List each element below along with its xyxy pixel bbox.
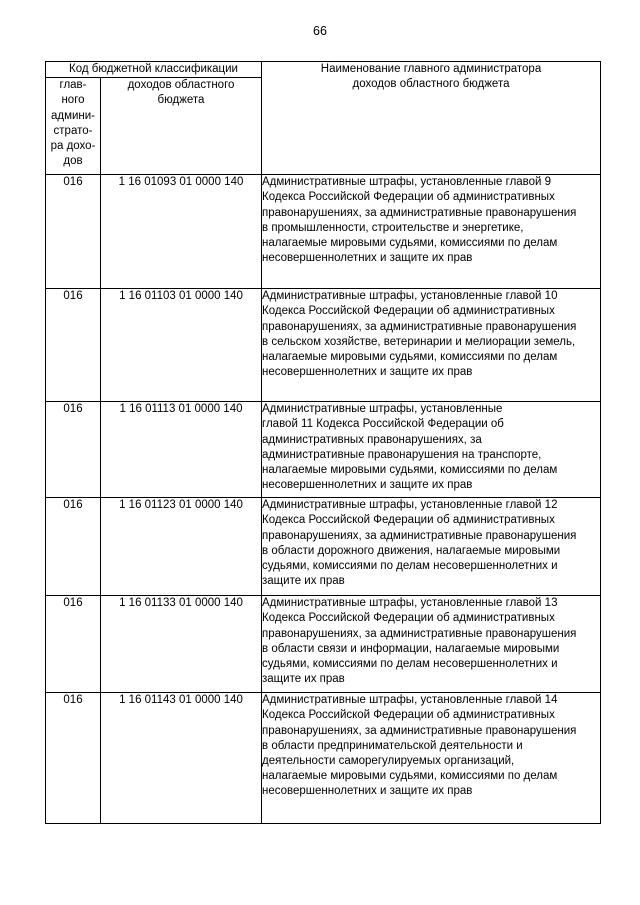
admin-code-cell: 016 (46, 402, 101, 498)
table-row (46, 289, 601, 402)
header-administrator-name: Наименование главного администратора доходов областного бюджета (262, 62, 601, 175)
revenue-code-cell: 1 16 01123 01 0000 140 (101, 498, 262, 596)
admin-code-cell: 016 (46, 498, 101, 596)
page-number: 66 (313, 24, 327, 38)
header-chief-administrator: глав- ного админи- страто- ра дохо- дов (46, 78, 101, 175)
revenue-name-cell: Административные штрафы, установленные главой 10 Кодекса Российской Федерации об административных правонарушениях, за административные правонарушения в сельском хозяйстве, ветеринарии и мелиорации земель, налагаемые мировыми судьями, комиссиями по делам несовершеннолетних и защите их прав (262, 289, 601, 402)
revenue-name-cell: Административные штрафы, установленные главой 11 Кодекса Российской Федерации об административных правонарушениях, за административные правонарушения на транспорте, налагаемые мировыми судьями, комиссиями по делам несовершеннолетних и защите их прав (262, 402, 601, 498)
revenue-code-cell: 1 16 01143 01 0000 140 (101, 693, 262, 824)
revenue-code-cell: 1 16 01093 01 0000 140 (101, 175, 262, 289)
revenue-code-cell: 1 16 01113 01 0000 140 (101, 402, 262, 498)
admin-code-cell: 016 (46, 596, 101, 693)
revenue-code-cell: 1 16 01103 01 0000 140 (101, 289, 262, 402)
revenue-name-cell: Административные штрафы, установленные главой 12 Кодекса Российской Федерации об административных правонарушениях, за административные правонарушения в области дорожного движения, налагаемые мировыми судьями, комиссиями по делам несовершеннолетних и защите их прав (262, 498, 601, 596)
header-revenue-code: доходов областного бюджета (101, 78, 262, 175)
admin-code-cell: 016 (46, 693, 101, 824)
table-row (46, 693, 601, 824)
table-row (46, 596, 601, 693)
table-row (46, 498, 601, 596)
revenue-code-cell: 1 16 01133 01 0000 140 (101, 596, 262, 693)
table-row (46, 175, 601, 289)
revenue-name-cell: Административные штрафы, установленные главой 14 Кодекса Российской Федерации об административных правонарушениях, за административные правонарушения в области предпринимательской деятельности и деятельности саморегулируемых организаций, налагаемые мировыми судьями, комиссиями по делам несовершеннолетних и защите их прав (262, 693, 601, 824)
revenue-name-cell: Административные штрафы, установленные главой 13 Кодекса Российской Федерации об административных правонарушениях, за административные правонарушения в области связи и информации, налагаемые мировыми судьями, комиссиями по делам несовершеннолетних и защите их прав (262, 596, 601, 693)
admin-code-cell: 016 (46, 175, 101, 289)
revenue-name-cell: Административные штрафы, установленные главой 9 Кодекса Российской Федерации об административных правонарушениях, за административные правонарушения в промышленности, строительстве и энергетике, налагаемые мировыми судьями, комиссиями по делам несовершеннолетних и защите их прав (262, 175, 601, 289)
table-row (46, 402, 601, 498)
header-budget-classification-code: Код бюджетной классификации (46, 62, 262, 78)
budget-classification-table (45, 61, 601, 824)
admin-code-cell: 016 (46, 289, 101, 402)
